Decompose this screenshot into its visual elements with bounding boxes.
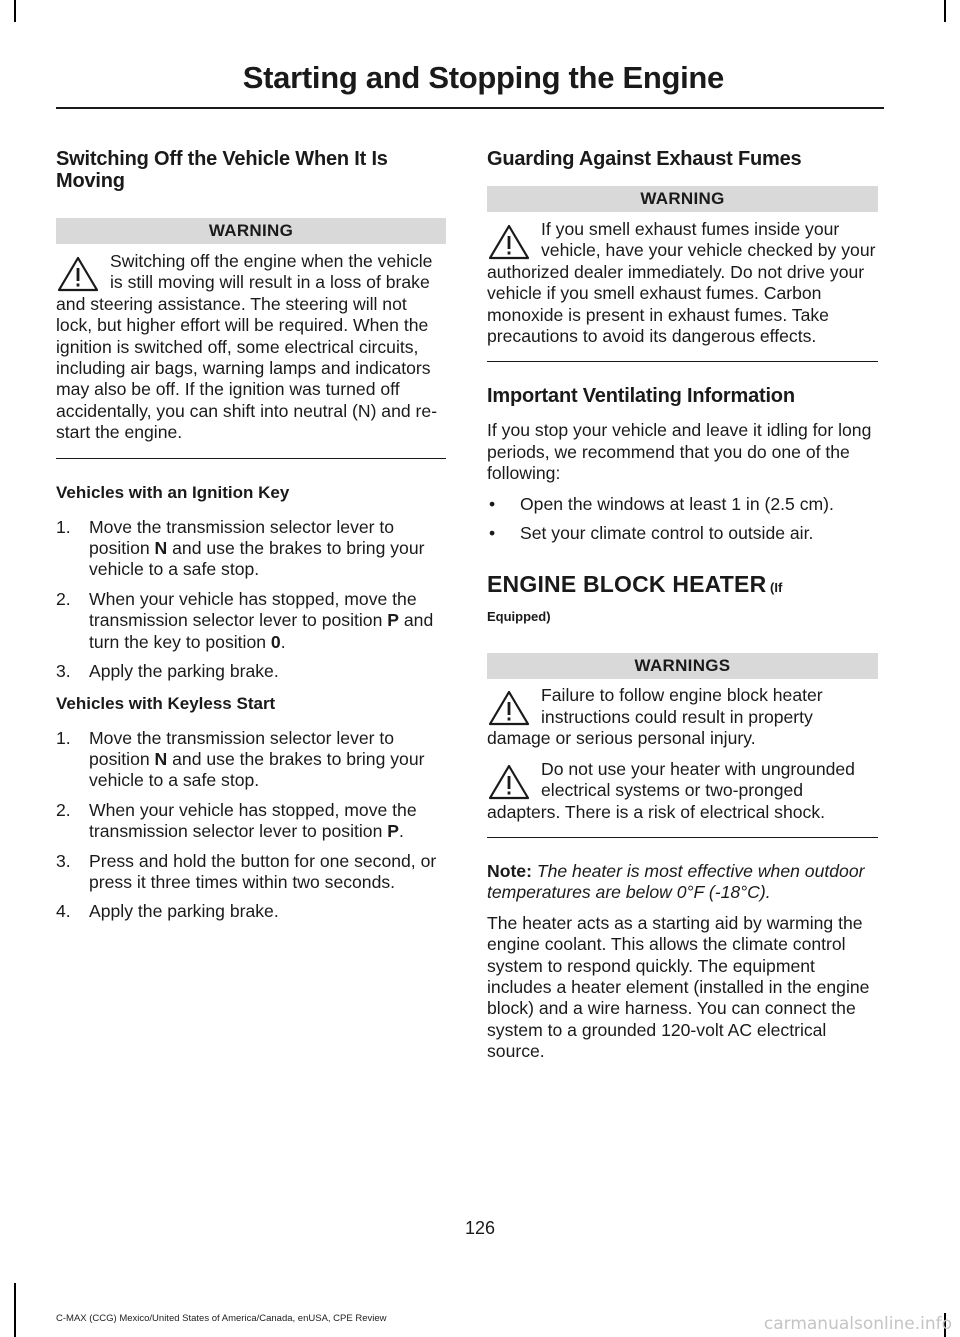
warning-label-bar: WARNING <box>56 218 446 244</box>
list-item: 2. When your vehicle has stopped, move the transmission selector lever to position P. <box>56 799 417 842</box>
warning-triangle-icon <box>56 251 106 293</box>
keyless-start-steps <box>56 728 446 923</box>
ignition-key-steps <box>56 517 446 683</box>
list-item: 4. Apply the parking brake. <box>56 901 279 922</box>
warning-label-bar: WARNING <box>487 186 878 212</box>
warning-block-exhaust <box>487 219 878 347</box>
warnings-label-bar: WARNINGS <box>487 653 878 679</box>
section-title-keyless-start: Vehicles with Keyless Start <box>56 693 276 713</box>
crop-mark-top-left <box>14 0 16 22</box>
warning-text: If you smell exhaust fumes inside your vehicle, have your vehicle checked by your authorized dealer immediately. Do not drive your vehicle if you smell exhaust fumes. Carbon monoxide is present in exhaust fumes. Take precautions to avoid its dangerous effects. <box>487 219 876 347</box>
warning-end-rule <box>487 837 878 838</box>
warning-block-switching-off <box>56 251 446 444</box>
warning-block-heater-1 <box>487 685 878 749</box>
warning-end-rule <box>56 458 446 459</box>
crop-mark-bottom-left <box>14 1283 16 1337</box>
list-item: 1. Move the transmission selector lever to position N and use the brakes to bring your vehicle to a safe stop. <box>56 727 425 791</box>
page-number: 126 <box>464 1218 496 1238</box>
list-item: 1. Move the transmission selector lever to position N and use the brakes to bring your vehicle to a safe stop. <box>56 516 425 580</box>
footer-doc-info: C-MAX (CCG) Mexico/United States of America/Canada, enUSA, CPE Review <box>56 1313 387 1324</box>
left-column <box>56 146 446 923</box>
warning-text: Do not use your heater with ungrounded electrical systems or two-pronged adapters. There is a risk of electrical shock. <box>487 758 855 822</box>
section-title-equipped: Equipped) <box>487 609 551 625</box>
section-title-exhaust-fumes: Guarding Against Exhaust Fumes <box>487 148 802 170</box>
list-item: 3. Press and hold the button for one second, or press it three times within two seconds. <box>56 850 437 892</box>
warning-triangle-icon <box>487 685 537 727</box>
crop-mark-top-right <box>944 0 946 22</box>
warning-end-rule <box>487 361 878 362</box>
warning-triangle-icon <box>487 759 537 801</box>
warning-text: Switching off the engine when the vehicle is still moving will result in a loss of brake and steering assistance. The steering will not lock, but higher effort will be required. When the ignition is switched off, some electrical circuits, including air bags, warning lamps and indicators may also be off. If the ignition was turned off accidentally, you can shift into neutral (N) and re-start the engine. <box>56 251 438 443</box>
list-item: 3. Apply the parking brake. <box>56 661 279 682</box>
ventilating-bullets <box>487 494 878 545</box>
right-column <box>487 146 878 1063</box>
page-header-title: Starting and Stopping the Engine <box>242 60 724 95</box>
heater-body: The heater acts as a starting aid by warming the engine coolant. This allows the climate control system to respond quickly. The equipment includes a heater element (installed in the engine block) and a wire harness. You can connect the system to a grounded 120-volt AC electrical source. <box>487 912 870 1062</box>
warning-triangle-icon <box>487 219 537 261</box>
section-title-switching-off: Switching Off the Vehicle When It Is Moving <box>56 148 388 192</box>
section-title-engine-block-heater: ENGINE BLOCK HEATER (If <box>487 571 783 598</box>
section-title-ventilating: Important Ventilating Information <box>487 385 795 408</box>
list-item: • Open the windows at least 1 in (2.5 cm). <box>489 493 834 514</box>
list-item: 2. When your vehicle has stopped, move the transmission selector lever to position P and turn the key to position 0. <box>56 588 434 652</box>
watermark: carmanualsonline.info <box>763 1314 952 1334</box>
warning-block-heater-2 <box>487 759 878 823</box>
section-title-ignition-key: Vehicles with an Ignition Key <box>56 482 290 502</box>
ventilating-intro: If you stop your vehicle and leave it idling for long periods, we recommend that you do one of the following: <box>487 420 872 484</box>
header-rule <box>56 107 884 109</box>
heater-note: Note: The heater is most effective when outdoor temperatures are below 0°F (-18°C). <box>487 860 865 903</box>
list-item: • Set your climate control to outside air. <box>489 523 814 544</box>
warning-text: Failure to follow engine block heater instructions could result in property damage or serious personal injury. <box>487 685 823 749</box>
